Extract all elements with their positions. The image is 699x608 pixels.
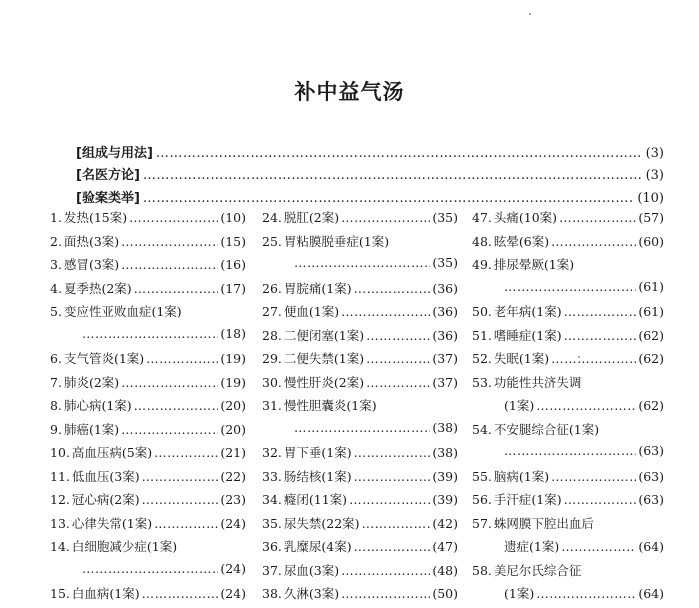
toc-entry[interactable]	[472, 420, 664, 444]
toc-entry[interactable]	[262, 208, 458, 232]
entry-title: 脱肛(2案)	[283, 210, 340, 225]
entry-title: 面热(3案)	[63, 233, 120, 249]
leader-dots	[536, 586, 636, 601]
toc-entry[interactable]	[50, 373, 246, 397]
page-number: (19)	[220, 351, 246, 366]
entry-title: 失眠(1案)	[493, 351, 550, 366]
entry-number: 4.	[50, 280, 62, 296]
leader-dots	[121, 257, 218, 272]
page-number: (63)	[638, 443, 664, 458]
leader-dots	[366, 328, 430, 343]
leader-dots	[121, 422, 218, 437]
entry-title: 发热(15案)	[63, 210, 128, 225]
toc-entry[interactable]	[50, 302, 246, 326]
page-number: (62)	[638, 327, 664, 343]
leader-dots	[129, 210, 218, 225]
toc-entry[interactable]	[262, 279, 458, 303]
leader-dots	[551, 234, 636, 249]
entry-title: 尿失禁(22案)	[283, 515, 360, 531]
page-number: (50)	[432, 586, 458, 601]
entry-title: 脑病(1案)	[493, 468, 550, 484]
toc-entry[interactable]	[262, 537, 458, 561]
entry-title: 白血病(1案)	[71, 586, 140, 601]
leader-dots	[134, 398, 219, 413]
toc-entry[interactable]	[472, 490, 664, 514]
entry-number: 36.	[262, 539, 282, 554]
entry-number: 53.	[472, 374, 492, 390]
page-number: (20)	[220, 398, 246, 413]
toc-entry[interactable]	[262, 373, 458, 397]
entry-title: 癃闭(11案)	[283, 492, 348, 507]
entry-title: 二便失禁(1案)	[283, 351, 365, 366]
toc-entry[interactable]	[472, 373, 664, 397]
page-number: (35)	[432, 210, 458, 225]
toc-entry[interactable]	[50, 255, 246, 279]
entry-number: 52.	[472, 351, 492, 366]
leader-dots	[143, 168, 643, 183]
page-number: (17)	[220, 280, 246, 296]
entry-title: 美尼尔氏综合征	[493, 562, 582, 578]
page-number: (35)	[432, 255, 458, 270]
entry-title: 便血(1案)	[283, 304, 340, 319]
entry-number: 8.	[50, 398, 62, 413]
leader-dots	[564, 492, 637, 507]
page-number: (36)	[432, 327, 458, 343]
entry-number: 34.	[262, 492, 282, 507]
toc-entry[interactable]	[262, 302, 458, 326]
entry-title: 不安腿综合征(1案)	[493, 421, 600, 437]
toc-entry[interactable]	[50, 490, 246, 514]
page-number: (62)	[638, 398, 664, 413]
entry-title: 胃脘痛(1案)	[283, 280, 352, 296]
leader-dots	[551, 469, 636, 484]
toc-entry[interactable]	[472, 561, 664, 585]
entry-title: 手汗症(1案)	[493, 492, 562, 507]
leader-dots	[551, 351, 636, 366]
toc-entry[interactable]	[262, 396, 458, 420]
entry-title: 心律失常(1案)	[71, 515, 153, 531]
section-entry[interactable]	[76, 164, 664, 184]
leader-dots	[504, 443, 636, 458]
toc-entry[interactable]	[50, 326, 246, 350]
leader-dots	[142, 492, 219, 507]
page-number: (42)	[432, 515, 458, 531]
page-number: (39)	[432, 468, 458, 484]
toc-entry[interactable]	[472, 326, 664, 350]
entry-number: 47.	[472, 210, 492, 225]
leader-dots	[134, 281, 219, 296]
toc-entry[interactable]	[472, 396, 664, 420]
entry-number: 29.	[262, 351, 282, 366]
toc-entry[interactable]	[50, 537, 246, 561]
entry-number: 49.	[472, 257, 492, 272]
toc-entry[interactable]	[262, 326, 458, 350]
leader-dots	[341, 304, 430, 319]
toc-entry[interactable]	[50, 279, 246, 303]
toc-entry[interactable]	[472, 302, 664, 326]
toc-entry[interactable]	[50, 396, 246, 420]
entry-number: 15.	[50, 586, 70, 601]
entry-number: 37.	[262, 562, 282, 578]
page-number: (60)	[638, 233, 664, 249]
page-number: (39)	[432, 492, 458, 507]
scan-speck	[578, 356, 580, 358]
toc-entry[interactable]	[262, 443, 458, 467]
toc-column-3	[472, 208, 664, 608]
entry-number: 25.	[262, 233, 282, 249]
toc-entry[interactable]	[50, 443, 246, 467]
leader-dots	[349, 492, 430, 507]
toc-entry[interactable]	[472, 255, 664, 279]
toc-entry[interactable]	[472, 467, 664, 491]
toc-column-1	[50, 208, 246, 608]
entry-title: (1案)	[504, 586, 535, 601]
toc-entry[interactable]	[262, 584, 458, 608]
toc-entry[interactable]	[50, 232, 246, 256]
leader-dots	[564, 328, 637, 343]
page-number: (47)	[432, 539, 458, 554]
entry-number: 55.	[472, 468, 492, 484]
entry-title: 胃粘膜脱垂症(1案)	[283, 233, 390, 249]
page-number: (63)	[638, 468, 664, 484]
entry-number: 38.	[262, 586, 282, 601]
page-number: (63)	[638, 492, 664, 507]
leader-dots	[564, 304, 637, 319]
leader-dots	[561, 539, 636, 554]
toc-entry[interactable]	[472, 514, 664, 538]
entry-title: 高血压病(5案)	[71, 445, 153, 460]
leader-dots	[559, 210, 636, 225]
leader-dots	[121, 234, 218, 249]
entry-number: 13.	[50, 515, 70, 531]
entry-title: 眩晕(6案)	[493, 233, 550, 249]
leader-dots	[341, 563, 430, 578]
page-number: (3)	[645, 168, 664, 183]
leader-dots	[354, 281, 431, 296]
page-number: (61)	[638, 304, 664, 319]
page-number: (64)	[638, 586, 664, 601]
page-number: (23)	[220, 492, 246, 507]
page-number: (22)	[220, 468, 246, 484]
entry-title: 功能性共济失调	[493, 374, 582, 390]
page-title: 补中益气汤	[294, 80, 405, 104]
page-number: (57)	[638, 210, 664, 225]
leader-dots	[366, 375, 430, 390]
page-number: (38)	[432, 445, 458, 460]
leader-dots	[156, 146, 643, 161]
leader-dots	[294, 420, 430, 435]
page-number: (36)	[432, 280, 458, 296]
page-number: (18)	[220, 325, 246, 341]
toc-entry[interactable]	[50, 514, 246, 538]
leader-dots	[142, 586, 219, 601]
toc-entry[interactable]	[472, 443, 664, 467]
scan-speck	[529, 13, 531, 15]
leader-dots	[504, 279, 636, 294]
entry-title: 肺心病(1案)	[63, 398, 132, 413]
entry-title: 慢性肝炎(2案)	[283, 374, 365, 390]
page-number: (24)	[220, 560, 246, 576]
toc-entry[interactable]	[262, 467, 458, 491]
toc-entry[interactable]	[50, 208, 246, 232]
entry-number: 6.	[50, 351, 62, 366]
entry-title: 夏季热(2案)	[63, 280, 132, 296]
section-entry[interactable]	[76, 187, 664, 207]
entry-number: 30.	[262, 374, 282, 390]
section-label: [组成与用法]	[76, 146, 153, 161]
leader-dots	[366, 351, 430, 366]
page-number: (61)	[638, 278, 664, 294]
entry-number: 9.	[50, 421, 62, 437]
leader-dots	[362, 516, 431, 531]
entry-number: 26.	[262, 280, 282, 296]
entry-number: 54.	[472, 421, 492, 437]
entry-number: 24.	[262, 210, 282, 225]
entry-number: 27.	[262, 304, 282, 319]
entry-title: 肺癌(1案)	[63, 421, 120, 437]
toc-entry[interactable]	[262, 490, 458, 514]
entry-number: 35.	[262, 515, 282, 531]
entry-number: 57.	[472, 515, 492, 531]
entry-title: 排尿晕厥(1案)	[493, 257, 575, 272]
leader-dots	[82, 561, 218, 576]
leader-dots	[536, 398, 636, 413]
toc-entry[interactable]	[472, 537, 664, 561]
page-number: (15)	[220, 233, 246, 249]
toc-entry[interactable]	[472, 208, 664, 232]
entry-number: 2.	[50, 233, 62, 249]
entry-number: 10.	[50, 445, 70, 460]
entry-title: (1案)	[504, 398, 535, 413]
entry-title: 肺炎(2案)	[63, 374, 120, 390]
toc-entry[interactable]	[50, 561, 246, 585]
entry-title: 久淋(3案)	[283, 586, 340, 601]
entry-number: 48.	[472, 233, 492, 249]
toc-entry[interactable]	[50, 467, 246, 491]
entry-title: 肠结核(1案)	[283, 468, 352, 484]
section-label: [验案类举]	[76, 191, 140, 206]
entry-title: 二便闭塞(1案)	[283, 327, 365, 343]
entry-title: 支气管炎(1案)	[63, 351, 145, 366]
toc-entry[interactable]	[262, 514, 458, 538]
entry-number: 5.	[50, 304, 62, 319]
toc-entry[interactable]	[472, 584, 664, 608]
leader-dots	[82, 326, 218, 341]
toc-entry[interactable]	[472, 279, 664, 303]
entry-title: 变应性亚败血症(1案)	[63, 304, 182, 319]
entry-title: 低血压(3案)	[71, 468, 140, 484]
entry-title: 冠心病(2案)	[71, 492, 140, 507]
page-number: (24)	[220, 515, 246, 531]
entry-number: 12.	[50, 492, 70, 507]
leader-dots	[146, 351, 218, 366]
entry-title: 胃下垂(1案)	[283, 445, 352, 460]
entry-number: 33.	[262, 468, 282, 484]
leader-dots	[154, 516, 218, 531]
toc-entry[interactable]	[50, 584, 246, 608]
page-number: (48)	[432, 562, 458, 578]
page-number: (37)	[432, 351, 458, 366]
entry-title: 蛛网膜下腔出血后	[493, 515, 594, 531]
entry-number: 56.	[472, 492, 492, 507]
leader-dots	[341, 210, 430, 225]
entry-number: 7.	[50, 374, 62, 390]
entry-number: 1.	[50, 210, 62, 225]
entry-number: 58.	[472, 562, 492, 578]
toc-entry[interactable]	[472, 349, 664, 373]
entry-title: 慢性胆囊炎(1案)	[283, 398, 377, 413]
toc-entry[interactable]	[472, 232, 664, 256]
section-entry[interactable]	[76, 142, 664, 162]
leader-dots	[354, 539, 431, 554]
toc-entry[interactable]	[262, 420, 458, 444]
entry-number: 3.	[50, 257, 62, 272]
leader-dots	[354, 445, 431, 460]
toc-entry[interactable]	[50, 420, 246, 444]
page-number: (16)	[220, 257, 246, 272]
section-label: [名医方论]	[76, 168, 140, 183]
page-number: (10)	[220, 210, 246, 225]
entry-number: 31.	[262, 398, 282, 413]
entry-title: 老年病(1案)	[493, 304, 562, 319]
toc-entry[interactable]	[262, 561, 458, 585]
entry-title: 嗜睡症(1案)	[493, 327, 562, 343]
leader-dots	[142, 469, 219, 484]
page-number: (20)	[220, 421, 246, 437]
page-number: (3)	[645, 146, 664, 161]
leader-dots	[154, 445, 218, 460]
page-number: (10)	[637, 191, 664, 206]
leader-dots	[354, 469, 431, 484]
page-number: (37)	[432, 374, 458, 390]
leader-dots	[121, 375, 218, 390]
leader-dots	[341, 586, 430, 601]
page-number: (64)	[638, 539, 664, 554]
page-number: (36)	[432, 304, 458, 319]
entry-number: 11.	[50, 468, 70, 484]
entry-title: 头痛(10案)	[493, 210, 558, 225]
toc-column-2	[262, 208, 458, 608]
entry-title: 感冒(3案)	[63, 257, 120, 272]
page-number: (21)	[220, 445, 246, 460]
entry-title: 遗症(1案)	[504, 539, 560, 554]
page-number: (24)	[220, 586, 246, 601]
toc-entry[interactable]	[50, 349, 246, 373]
entry-number: 51.	[472, 327, 492, 343]
entry-title: 乳糜尿(4案)	[283, 539, 352, 554]
toc-entry[interactable]	[262, 232, 458, 256]
page-number: (19)	[220, 374, 246, 390]
entry-number: 50.	[472, 304, 492, 319]
entry-title: 白细胞减少症(1案)	[71, 539, 178, 554]
entry-number: 14.	[50, 539, 70, 554]
toc-entry[interactable]	[262, 255, 458, 279]
leader-dots	[294, 255, 430, 270]
toc-entry[interactable]	[262, 349, 458, 373]
leader-dots	[143, 191, 634, 206]
entry-number: 28.	[262, 327, 282, 343]
page-number: (38)	[432, 419, 458, 435]
entry-number: 32.	[262, 445, 282, 460]
entry-title: 尿血(3案)	[283, 562, 340, 578]
page-number: (62)	[638, 351, 664, 366]
